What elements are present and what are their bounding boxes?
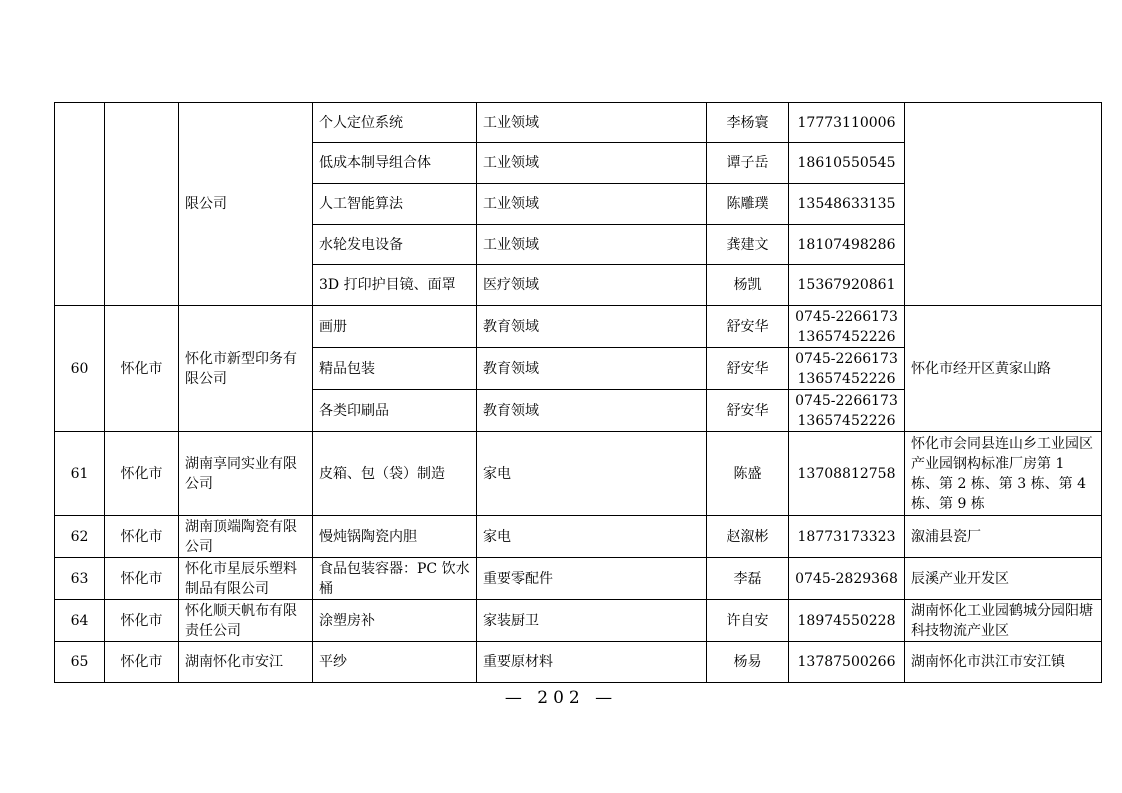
address-cell: 辰溪产业开发区: [905, 558, 1102, 600]
product-cell: 画册: [313, 306, 477, 348]
city-cell: 怀化市: [105, 642, 179, 683]
address-cell: 湖南怀化市洪江市安江镇: [905, 642, 1102, 683]
field-cell: 工业领域: [477, 143, 707, 184]
phone-cell: [789, 306, 905, 348]
phone-mobile: 13657452226: [797, 328, 896, 345]
city-cell: 怀化市: [105, 600, 179, 642]
no-cell: [55, 103, 105, 306]
city-cell: 怀化市: [105, 558, 179, 600]
address-cell: 湖南怀化工业园鹤城分园阳塘科技物流产业区: [905, 600, 1102, 642]
phone-cell: 15367920861: [789, 265, 905, 306]
company-cell: 怀化顺天帆布有限责任公司: [179, 600, 313, 642]
contact-cell: 杨凯: [707, 265, 789, 306]
table-row: [55, 306, 1102, 348]
field-cell: 工业领域: [477, 103, 707, 143]
company-cell: 湖南顶端陶瓷有限公司: [179, 516, 313, 558]
company-cell: 怀化市星辰乐塑料制品有限公司: [179, 558, 313, 600]
contact-cell: 舒安华: [707, 306, 789, 348]
field-cell: 重要零配件: [477, 558, 707, 600]
phone-cell: 18610550545: [789, 143, 905, 184]
company-cell: 湖南怀化市安江: [179, 642, 313, 683]
no-cell: 61: [55, 432, 105, 516]
table-row: [55, 103, 1102, 143]
enterprise-product-table: [54, 102, 1102, 683]
company-cell: 怀化市新型印务有限公司: [179, 306, 313, 432]
contact-cell: 龚建文: [707, 225, 789, 265]
company-cell: 湖南享同实业有限公司: [179, 432, 313, 516]
table-row: [55, 516, 1102, 558]
city-cell: 怀化市: [105, 432, 179, 516]
product-cell: 低成本制导组合体: [313, 143, 477, 184]
address-cell: 怀化市经开区黄家山路: [905, 306, 1102, 432]
city-cell: 怀化市: [105, 516, 179, 558]
phone-cell: 18974550228: [789, 600, 905, 642]
phone-mobile: 13657452226: [797, 370, 896, 387]
contact-cell: 赵溆彬: [707, 516, 789, 558]
product-cell: 精品包装: [313, 348, 477, 390]
no-cell: 65: [55, 642, 105, 683]
field-cell: 教育领域: [477, 348, 707, 390]
company-cell: 限公司: [179, 103, 313, 306]
contact-cell: 陈盛: [707, 432, 789, 516]
product-cell: 平纱: [313, 642, 477, 683]
no-cell: 63: [55, 558, 105, 600]
phone-cell: 18773173323: [789, 516, 905, 558]
contact-cell: 谭子岳: [707, 143, 789, 184]
product-cell: 3D 打印护目镜、面罩: [313, 265, 477, 306]
contact-cell: 李杨寰: [707, 103, 789, 143]
product-cell: 各类印刷品: [313, 390, 477, 432]
table-row: [55, 642, 1102, 683]
no-cell: 62: [55, 516, 105, 558]
field-cell: 工业领域: [477, 225, 707, 265]
phone-landline: 0745-2266173: [795, 392, 898, 409]
field-cell: 家装厨卫: [477, 600, 707, 642]
phone-cell: [789, 348, 905, 390]
phone-cell: 13787500266: [789, 642, 905, 683]
address-cell: 怀化市会同县连山乡工业园区产业园钢构标准厂房第 1 栋、第 2 栋、第 3 栋、第 4 栋、第 9 栋: [905, 432, 1102, 516]
address-cell: [905, 103, 1102, 306]
address-cell: 溆浦县瓷厂: [905, 516, 1102, 558]
product-cell: 个人定位系统: [313, 103, 477, 143]
phone-mobile: 13657452226: [797, 412, 896, 429]
field-cell: 重要原材料: [477, 642, 707, 683]
product-cell: 人工智能算法: [313, 184, 477, 225]
product-cell: 慢炖锅陶瓷内胆: [313, 516, 477, 558]
phone-cell: 13548633135: [789, 184, 905, 225]
phone-landline: 0745-2266173: [795, 308, 898, 325]
city-cell: 怀化市: [105, 306, 179, 432]
field-cell: 教育领域: [477, 390, 707, 432]
city-cell: [105, 103, 179, 306]
phone-cell: 0745-2829368: [789, 558, 905, 600]
contact-cell: 舒安华: [707, 390, 789, 432]
product-cell: 水轮发电设备: [313, 225, 477, 265]
no-cell: 64: [55, 600, 105, 642]
contact-cell: 李磊: [707, 558, 789, 600]
field-cell: 工业领域: [477, 184, 707, 225]
field-cell: 医疗领域: [477, 265, 707, 306]
contact-cell: 陈雕璞: [707, 184, 789, 225]
table-row: [55, 432, 1102, 516]
contact-cell: 杨易: [707, 642, 789, 683]
phone-cell: [789, 390, 905, 432]
page-number: — 202 —: [504, 688, 618, 708]
phone-cell: 17773110006: [789, 103, 905, 143]
contact-cell: 许自安: [707, 600, 789, 642]
table-row: [55, 558, 1102, 600]
field-cell: 家电: [477, 516, 707, 558]
table-row: [55, 600, 1102, 642]
product-cell: 食品包装容器：PC 饮水桶: [313, 558, 477, 600]
product-cell: 涂塑房补: [313, 600, 477, 642]
field-cell: 教育领域: [477, 306, 707, 348]
field-cell: 家电: [477, 432, 707, 516]
no-cell: 60: [55, 306, 105, 432]
product-cell: 皮箱、包（袋）制造: [313, 432, 477, 516]
phone-cell: 18107498286: [789, 225, 905, 265]
phone-cell: 13708812758: [789, 432, 905, 516]
phone-landline: 0745-2266173: [795, 350, 898, 367]
contact-cell: 舒安华: [707, 348, 789, 390]
